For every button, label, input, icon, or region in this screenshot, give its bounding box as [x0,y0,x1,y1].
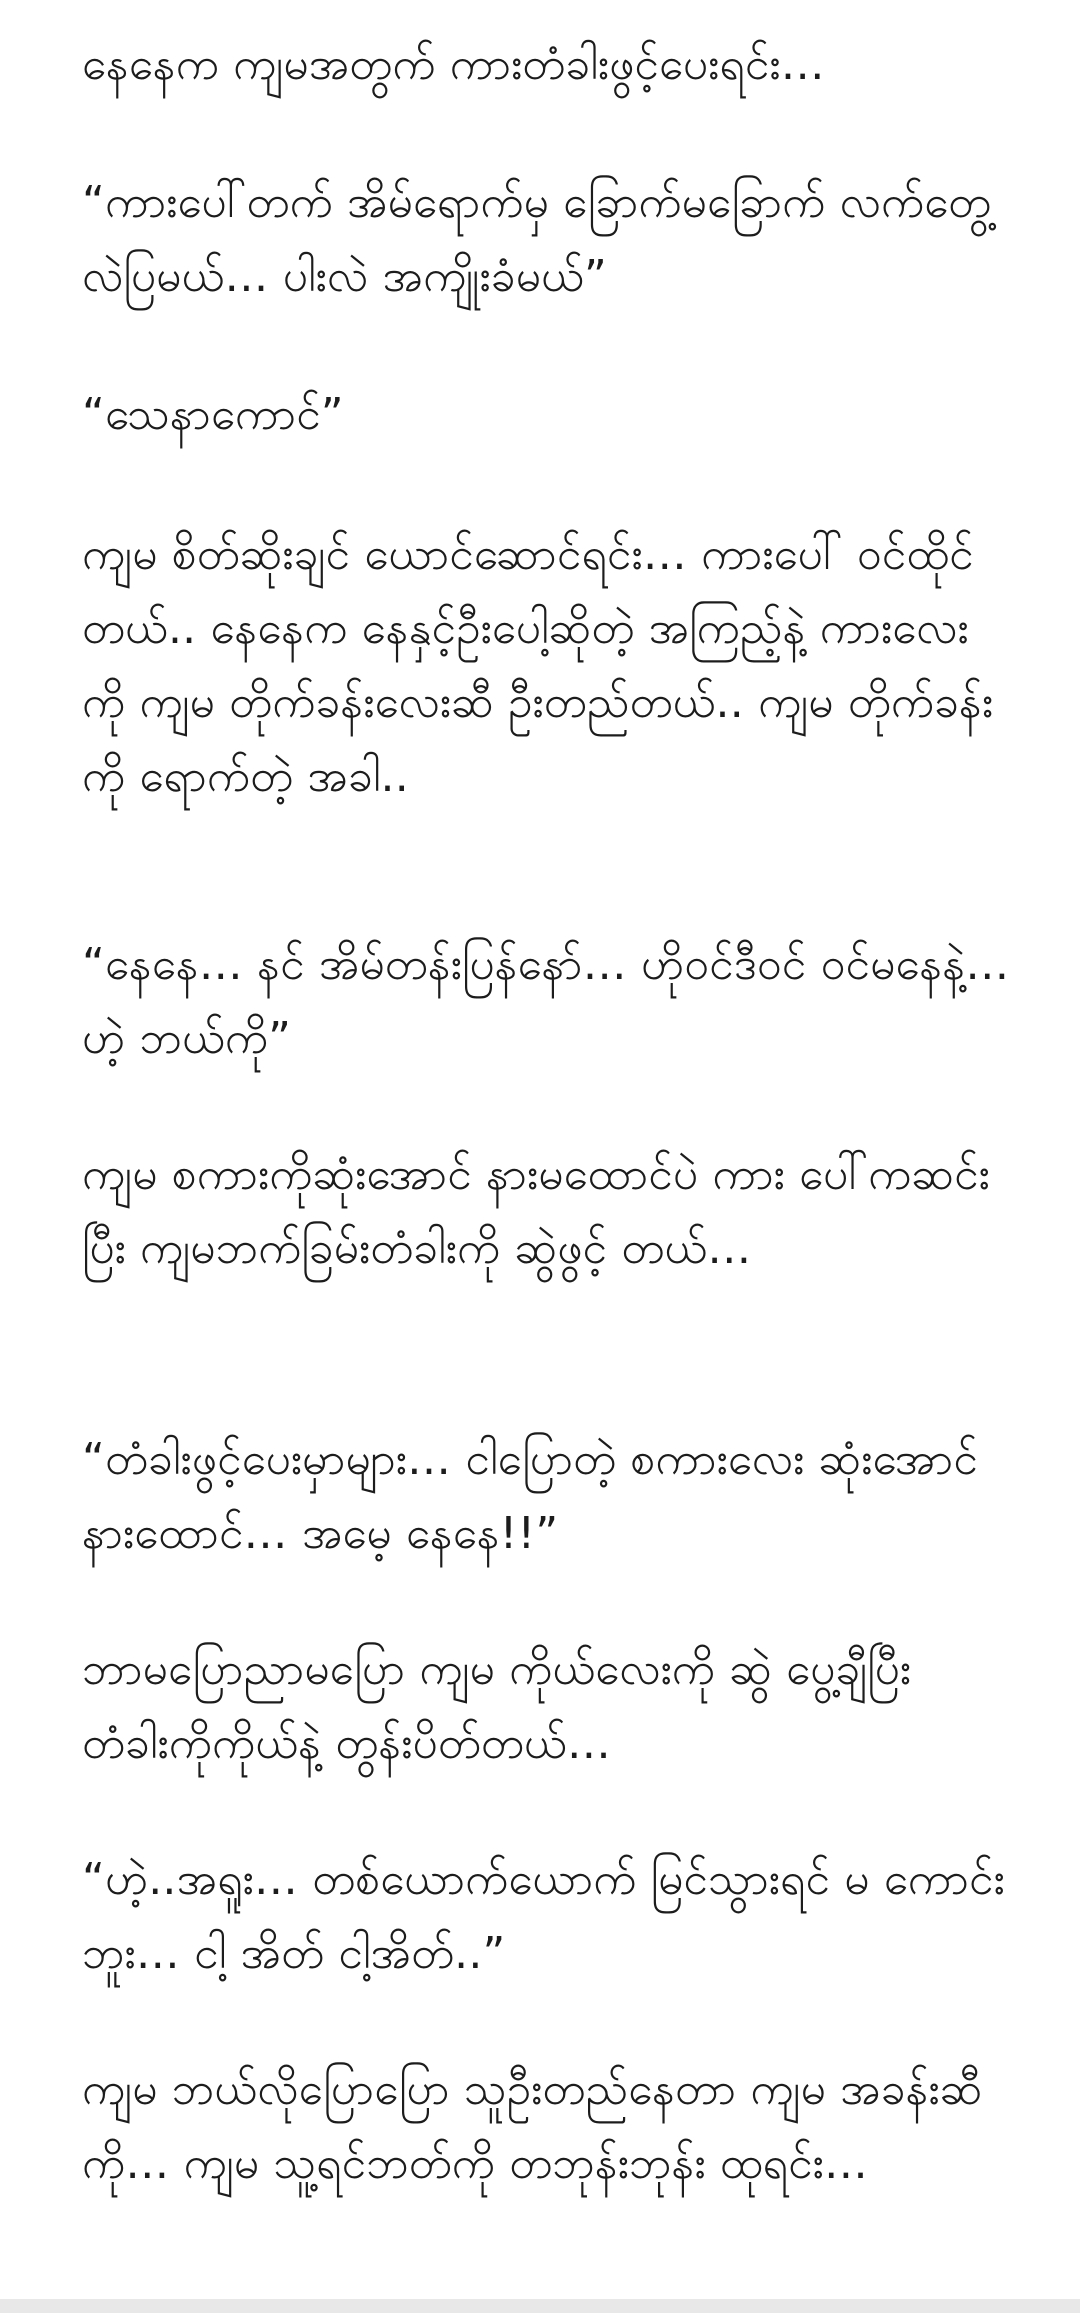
story-paragraph: ကျမ စိတ်ဆိုးချင် ယောင်ဆောင်ရင်း… ကားပေါ် ဝင်ထိုင်တယ်.. နေနေက နေနှင့်ဦးပေါ့ဆိုတဲ့ အကြည့်နဲ့ ကားလေးကို ကျမ တိုက်ခန်းလေးဆီ ဦးတည်တယ်.. ကျမ တိုက်ခန်းကို ရောက်တဲ့ အခါ.. [82,529,994,802]
story-paragraph: “တံခါးဖွင့်ပေးမှာများ… ငါပြောတဲ့ စကားလေး ဆုံးအောင် နားထောင်… အမေ့ နေနေ!!” [82,1434,978,1559]
story-paragraph: “သေနာကောင်” [82,389,344,440]
story-paragraph: ဘာမပြောညာမပြော ကျမ ကိုယ်လေးကို ဆွဲ ပွေ့ချီပြီး တံခါးကိုကိုယ်နဲ့ တွန်းပိတ်တယ်… [82,1644,912,1769]
story-paragraph: ကျမ ဘယ်လိုပြောပြော သူဦးတည်နေတာ ကျမ အခန်းဆီကို… ကျမ သူ့ရင်ဘတ်ကို တဘုန်းဘုန်း ထုရင်း… [82,2064,983,2189]
story-paragraph: ကျမ စကားကိုဆုံးအောင် နားမထောင်ပဲ ကား ပေါ်ကဆင်းပြီး ကျမဘက်ခြမ်းတံခါးကို ဆွဲဖွင့် တယ်… [82,1149,990,1274]
story-paragraph: “ဟဲ့..အရူး… တစ်ယောက်ယောက် မြင်သွားရင် မ ကောင်းဘူး… ငါ့ အိတ် ငါ့အိတ်..” [82,1854,1005,1979]
bottom-edge [0,2299,1080,2313]
story-paragraph: “နေနေ… နင် အိမ်တန်းပြန်နော်… ဟိုဝင်ဒီဝင် ဝင်မနေနဲ့… ဟဲ့ ဘယ်ကို” [82,939,1010,1064]
story-paragraph: “ကားပေါ်တက် အိမ်ရောက်မှ ခြောက်မခြောက် လက်တွေ့လဲပြမယ်… ပါးလဲ အကျိုးခံမယ်” [82,177,992,302]
story-paragraph: နေနေက ကျမအတွက် ကားတံခါးဖွင့်ပေးရင်း… [82,39,825,90]
